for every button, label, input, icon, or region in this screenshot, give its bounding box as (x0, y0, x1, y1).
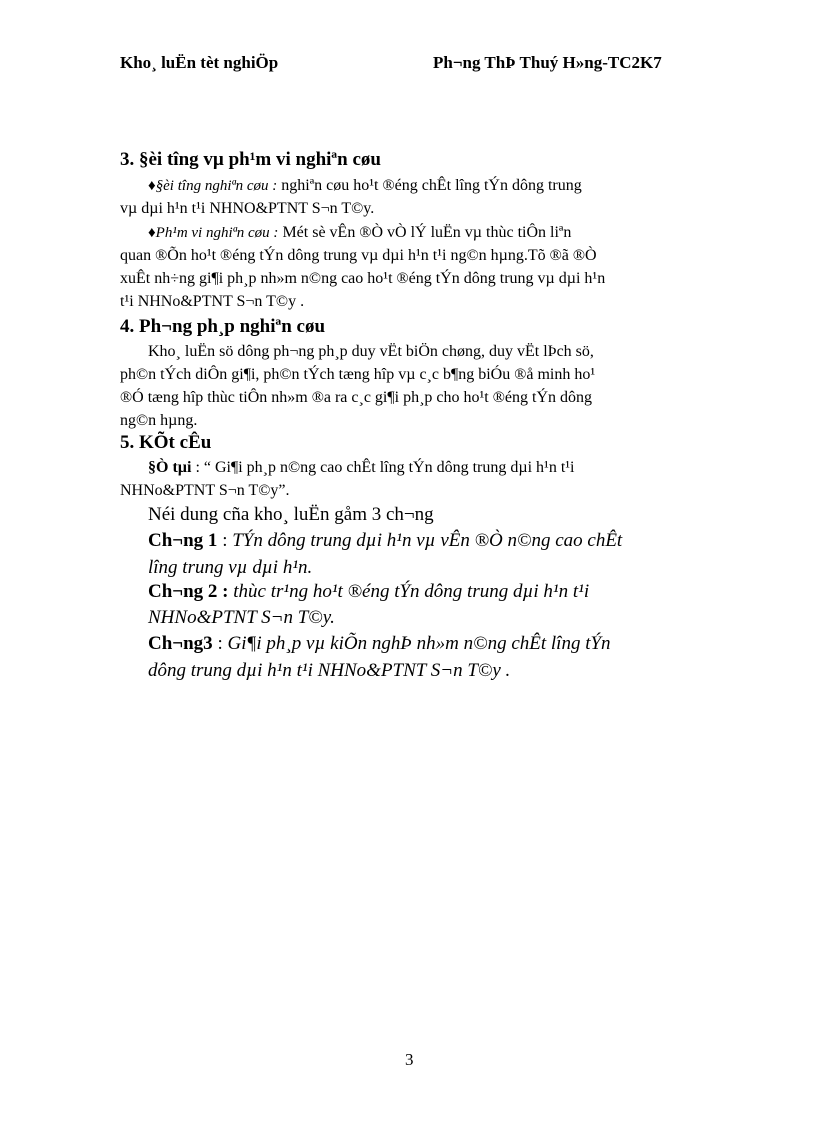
section-5-heading: 5. KÕt cÊu (120, 432, 212, 453)
research-scope-line-2: quan ®Õn ho¹t ®éng tÝn dông trung vµ dµi h¹n t¹i ng©n hµng.Tõ ®ã ®Ò (120, 247, 597, 264)
chapter-2-line-2: NHNo&PTNT S¬n T©y. (148, 607, 335, 628)
research-scope-line-1: ♦Ph¹m vi nghiªn cøu : Mét sè vÊn ®Ò vÒ lÝ luËn vµ thùc tiÔn liªn (148, 224, 572, 241)
section-4-heading: 4. Ph¬ng ph¸p nghiªn cøu (120, 316, 326, 337)
section-3-heading: 3. §èi tîng vµ ph¹m vi nghiªn cøu (120, 149, 381, 170)
chapter-2-label: Ch¬ng 2 : (148, 581, 229, 602)
chapter-1-label: Ch¬ng 1 (148, 530, 218, 551)
chapter-3-line-2: dông trung dµi h¹n t¹i NHNo&PTNT S¬n T©y . (148, 660, 511, 681)
topic-line-2: NHNo&PTNT S¬n T©y”. (120, 482, 290, 499)
research-scope-line-4: t¹i NHNo&PTNT S¬n T©y . (120, 293, 305, 310)
methods-line-2: ph©n tÝch diÔn gi¶i, ph©n tÝch tæng hîp vµ c¸c b¶ng biÓu ®å minh ho¹ (120, 366, 596, 383)
research-scope-label: ♦Ph¹m vi nghiªn cøu : (148, 225, 279, 241)
page-number: 3 (405, 1050, 414, 1069)
research-object-label: ♦§èi tîng nghiªn cøu : (148, 178, 278, 194)
methods-line-3: ®Ó tæng hîp thùc tiÔn nh»m ®a ra c¸c gi¶i ph¸p cho ho¹t ®éng tÝn dông (120, 389, 592, 406)
methods-line-1: Kho¸ luËn sö dông ph¬ng ph¸p duy vËt biÖn chøng, duy vËt lÞch sö, (148, 343, 594, 360)
chapter-3-line-1: Ch¬ng3 : Gi¶i ph¸p vµ kiÕn nghÞ nh»m n©ng chÊt lîng tÝn (148, 633, 611, 654)
topic-label: §Ò tµi (148, 459, 192, 476)
chapter-2-line-1: Ch¬ng 2 : thùc tr¹ng ho¹t ®éng tÝn dông trung dµi h¹n t¹i (148, 581, 590, 602)
chapter-1-line-2: lîng trung vµ dµi h¹n. (148, 557, 313, 578)
header-left-title: Kho¸ luËn tèt nghiÖp (120, 53, 279, 72)
research-scope-line-3: xuÊt nh÷ng gi¶i ph¸p nh»m n©ng cao ho¹t ®éng tÝn dông trung vµ dµi h¹n (120, 270, 606, 287)
chapter-3-label: Ch¬ng3 (148, 633, 213, 654)
research-object-line-1: ♦§èi tîng nghiªn cøu : nghiªn cøu ho¹t ®éng chÊt lîng tÝn dông trung (148, 177, 582, 194)
header-right-author: Ph¬ng ThÞ Thuý H»ng-TC2K7 (433, 53, 662, 72)
methods-line-4: ng©n hµng. (120, 412, 198, 429)
chapter-1-line-1: Ch¬ng 1 : TÝn dông trung dµi h¹n vµ vÊn ®Ò n©ng cao chÊt (148, 530, 623, 551)
topic-line-1: §Ò tµi : “ Gi¶i ph¸p n©ng cao chÊt lîng tÝn dông trung dµi h¹n t¹i (148, 459, 575, 476)
contents-intro: Néi dung cña kho¸ luËn gåm 3 ch¬ng (148, 504, 434, 525)
research-object-line-2: vµ dµi h¹n t¹i NHNO&PTNT S¬n T©y. (120, 200, 375, 217)
